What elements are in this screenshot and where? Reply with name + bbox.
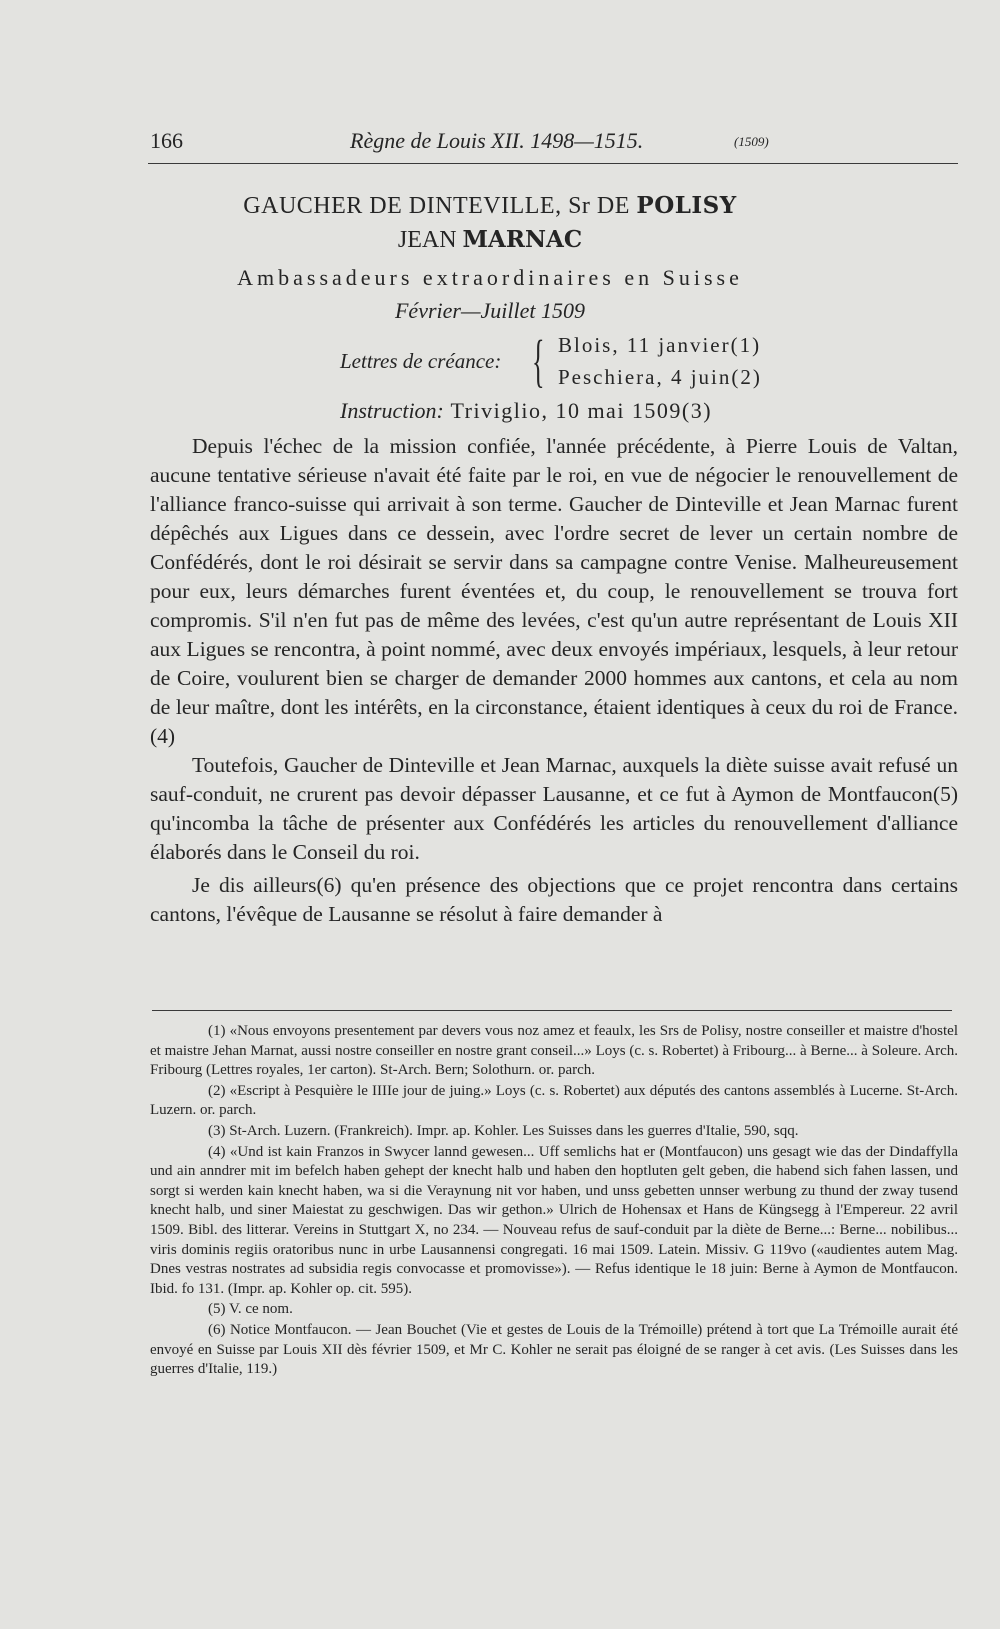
running-title: Règne de Louis XII. 1498—1515. [350,128,644,153]
heading-line-2-text: JEAN [397,227,457,253]
footnote: (6) Notice Montfaucon. — Jean Bouchet (Vie et gestes de Louis de la Trémoille) prétend à tort que La Trémoille aurait été envoyé en Suisse par Louis XII dès février 1509, et Mr C. Kohler ne serait pas éloigné de se ranger à cet avis. (Les Suisses dans les guerres d'Italie, 119.) [150,1321,958,1378]
brace-glyph: { [532,328,545,393]
paragraph: Depuis l'échec de la mission confiée, l'année précédente, à Pierre Louis de Valtan, aucune tentative sérieuse n'avait été faite par le roi, en vue de négocier le renouvellement de l'alliance franco-suisse qui arrivait à son terme. Gaucher de Dinteville et Jean Marnac furent dépêchés aux Ligues dans ce dessein, avec l'ordre secret de lever un certain nombre de Confédérés, dont le roi désirait se servir dans sa campagne contre Venise. Malheureusement pour eux, leurs démarches furent éventées et, du coup, le renouvellement se trouva fort compromis. S'il n'en fut pas de même des levées, c'est qu'un autre représentant de Louis XII aux Ligues se rencontra, à point nommé, avec deux envoyés impériaux, lesquels, à leur retour de Coire, voulurent bien se charger de demander 2000 hommes aux cantons, et cela au nom de leur maître, dont les intérêts, en la circonstance, étaient identiques à ceux du roi de France.(4) [150,434,958,748]
footnote: (5) V. ce nom. [208,1301,293,1318]
instruction-label: Instruction: [340,398,444,423]
running-head [150,128,955,162]
heading-line-2 [150,226,830,254]
credentials-block [340,328,820,397]
heading-dates: Février—Juillet 1509 [394,298,585,323]
heading-line-2-bold: MARNAC [462,226,583,253]
paragraph: Toutefois, Gaucher de Dinteville et Jean Marnac, auxquels la diète suisse avait refusé un sauf-conduit, ne crurent pas devoir dépasser Lausanne, et ce fut à Aymon de Montfaucon(5) qu'incomba la tâche de présenter aux Confédérés les articles du renouvellement d'alliance élaborés dans le Conseil du roi. [150,753,958,864]
header-rule [148,163,958,164]
footnote: (3) St-Arch. Luzern. (Frankreich). Impr. ap. Kohler. Les Suisses dans les guerres d'Italie, 590, sqq. [208,1122,799,1139]
credentials-entry-1: Blois, 11 janvier(1) [558,333,762,357]
footnotes [150,1022,958,1380]
body-text [150,432,958,929]
instruction-text: Triviglio, 10 mai 1509(3) [450,398,713,423]
heading-line-1-text: GAUCHER DE DINTEVILLE, Sr DE [243,193,630,219]
page-number: 166 [150,128,183,153]
footnote: (4) «Und ist kain Franzos in Swycer lannd gewesen... Uff semlichs hat er (Montfaucon) uns gesagt wie das der Dindaffylla und ain anndrer mit im befelch haben gehept der knecht halb und haben den hoptluten gelt geben, die habend sich fahen lassen, und sorgt si werden kain knecht haben, wa si die Veraynung nit vor haben, und unss gebetten unnser werbung zu thund der zway tusend knecht halb, und siner Maiestat zu geschwigen. Das wir gethon.» Ulrich de Hohensax et Hans de Küngsegg à l'Empereur. 22 avril 1509. Bibl. des litterar. Vereins in Stuttgart X, no 234. — Nouveau refus de sauf-conduit par la diète de Berne...: Berne... nobilibus... viris dominis regiis oratoribus nunc in urbe Lausannensi congregati. 16 mai 1509. Latein. Missiv. G 119vo («audientes autem Mag. Dnes vestras nostrates ad subsidia regis convocasse et promovisse»). — Refus identique le 18 juin: Berne à Aymon de Montfaucon. Ibid. fo 131. (Impr. ap. Kohler op. cit. 595). [150,1143,958,1297]
heading-line-1 [150,192,830,220]
heading-line-1-bold: POLISY [636,192,737,219]
instruction-line [340,398,712,424]
heading-subtitle: Ambassadeurs extraordinaires en Suisse [237,265,743,290]
running-year: (1509) [734,134,769,149]
credentials-label: Lettres de créance: [340,349,502,373]
paragraph: Je dis ailleurs(6) qu'en présence des objections que ce projet rencontra dans certains cantons, l'évêque de Lausanne se résolut à faire demander à [150,873,958,926]
footnote: (2) «Escript à Pesquière le IIIIe jour de juing.» Loys (c. s. Robertet) aux députés des cantons assemblés à Lucerne. St-Arch. Luzern. or. parch. [150,1082,958,1119]
footnote: (1) «Nous envoyons presentement par devers vous noz amez et feaulx, les Srs de Polisy, nostre conseiller et maistre d'hostel et maistre Jehan Marnat, aussi nostre conseiller en nostre grant conseil...» Loys (c. s. Robertet) à Fribourg... à Berne... à Soleure. Arch. Fribourg (Lettres royales, 1er carton). St-Arch. Bern; Solothurn. or. parch. [150,1023,958,1079]
footnote-rule [152,1010,952,1011]
credentials-entry-2: Peschiera, 4 juin(2) [558,365,762,389]
